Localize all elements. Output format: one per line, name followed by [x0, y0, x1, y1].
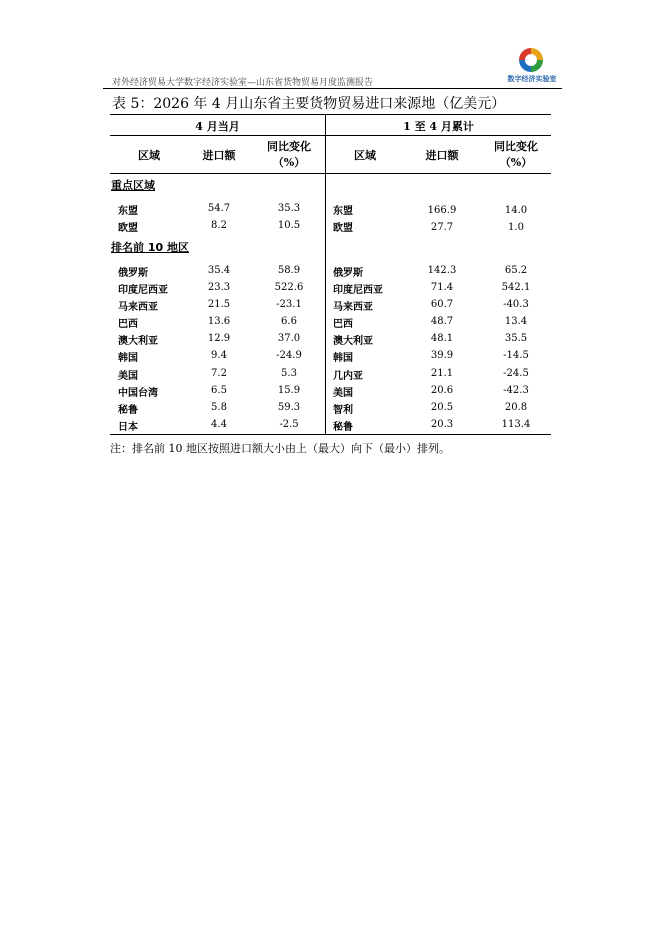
region-name: 马来西亚 — [118, 302, 158, 313]
col-header-import-left: 进口额 — [202, 149, 236, 162]
import-value: 60.7 — [430, 299, 454, 310]
header-rule — [103, 88, 562, 89]
table-note: 注：排名前 10 地区按照进口额大小由上（最大）向下（最小）排列。 — [110, 442, 450, 455]
region-name: 日本 — [118, 422, 138, 433]
import-value: 27.7 — [430, 222, 454, 233]
logo-emblem-center — [525, 54, 537, 66]
import-value: 20.3 — [430, 419, 454, 430]
group-header-cumulative: 1 至 4 月累计 — [403, 120, 474, 133]
region-name: 欧盟 — [118, 223, 138, 234]
region-name: 俄罗斯 — [118, 268, 148, 279]
logo-text: 数字经济实验室 — [507, 75, 557, 83]
change-value: 14.0 — [504, 205, 528, 216]
region-name: 智利 — [333, 405, 353, 416]
region-name: 美国 — [333, 388, 353, 399]
import-value: 48.1 — [430, 333, 454, 344]
region-name: 秘鲁 — [118, 405, 138, 416]
table-bottom-rule — [110, 434, 551, 435]
region-name: 东盟 — [118, 206, 138, 217]
import-value: 48.7 — [430, 316, 454, 327]
import-source-table — [110, 114, 551, 434]
change-value: 58.9 — [277, 265, 301, 276]
col-header-change-right: 同比变化 — [494, 140, 538, 153]
change-value: 35.3 — [277, 203, 301, 214]
region-name: 美国 — [118, 371, 138, 382]
import-value: 4.4 — [211, 419, 227, 430]
import-value: 7.2 — [211, 368, 227, 379]
import-value: 6.5 — [211, 385, 227, 396]
table-title: 表 5：2026 年 4 月山东省主要货物贸易进口来源地（亿美元） — [112, 96, 506, 112]
region-name: 印度尼西亚 — [118, 285, 168, 296]
region-name: 韩国 — [333, 353, 353, 364]
import-value: 21.5 — [207, 299, 231, 310]
import-value: 54.7 — [207, 203, 231, 214]
col-header-region-left: 区域 — [138, 149, 160, 162]
import-value: 13.6 — [207, 316, 231, 327]
column-header-rule — [110, 173, 551, 174]
import-value: 9.4 — [211, 350, 227, 361]
import-value: 166.9 — [427, 205, 457, 216]
change-value: -24.9 — [276, 350, 302, 361]
change-value: -2.5 — [279, 419, 299, 430]
lab-logo — [502, 48, 562, 88]
import-value: 8.2 — [211, 220, 227, 231]
region-name: 巴西 — [333, 319, 353, 330]
change-value: -14.5 — [503, 350, 529, 361]
change-value: 37.0 — [277, 333, 301, 344]
change-value: 65.2 — [504, 265, 528, 276]
import-value: 20.6 — [430, 385, 454, 396]
section-title-top10: 排名前 10 地区 — [111, 241, 189, 254]
change-value: 20.8 — [504, 402, 528, 413]
region-name: 巴西 — [118, 319, 138, 330]
section-title-key-regions: 重点区域 — [111, 179, 155, 192]
region-name: 马来西亚 — [333, 302, 373, 313]
table-top-rule — [110, 114, 551, 115]
region-name: 东盟 — [333, 206, 353, 217]
import-value: 39.9 — [430, 350, 454, 361]
col-header-import-right: 进口额 — [425, 149, 459, 162]
import-value: 71.4 — [430, 282, 454, 293]
import-value: 35.4 — [207, 265, 231, 276]
region-name: 韩国 — [118, 353, 138, 364]
import-value: 5.8 — [211, 402, 227, 413]
change-value: 1.0 — [508, 222, 524, 233]
region-name: 澳大利亚 — [118, 336, 158, 347]
change-value: 6.6 — [281, 316, 297, 327]
change-value: -40.3 — [503, 299, 529, 310]
region-name: 秘鲁 — [333, 422, 353, 433]
region-name: 澳大利亚 — [333, 336, 373, 347]
col-header-change-unit-left: （%） — [272, 156, 306, 169]
change-value: 10.5 — [277, 220, 301, 231]
import-value: 21.1 — [430, 368, 454, 379]
header-text: 对外经济贸易大学数字经济实验室—山东省货物贸易月度监测报告 — [112, 78, 374, 88]
change-value: 542.1 — [501, 282, 531, 293]
change-value: 522.6 — [274, 282, 304, 293]
import-value: 23.3 — [207, 282, 231, 293]
region-name: 几内亚 — [333, 371, 363, 382]
group-header-rule — [110, 135, 551, 136]
change-value: -23.1 — [276, 299, 302, 310]
region-name: 中国台湾 — [118, 388, 158, 399]
change-value: -24.5 — [503, 368, 529, 379]
import-value: 12.9 — [207, 333, 231, 344]
change-value: 13.4 — [504, 316, 528, 327]
region-name: 俄罗斯 — [333, 268, 363, 279]
change-value: 113.4 — [501, 419, 531, 430]
col-header-change-left: 同比变化 — [267, 140, 311, 153]
col-header-change-unit-right: （%） — [499, 156, 533, 169]
change-value: -42.3 — [503, 385, 529, 396]
col-header-region-right: 区域 — [354, 149, 376, 162]
region-name: 欧盟 — [333, 223, 353, 234]
change-value: 59.3 — [277, 402, 301, 413]
group-header-monthly: 4 月当月 — [195, 120, 240, 133]
change-value: 35.5 — [504, 333, 528, 344]
import-value: 20.5 — [430, 402, 454, 413]
region-name: 印度尼西亚 — [333, 285, 383, 296]
import-value: 142.3 — [427, 265, 457, 276]
change-value: 15.9 — [277, 385, 301, 396]
change-value: 5.3 — [281, 368, 297, 379]
